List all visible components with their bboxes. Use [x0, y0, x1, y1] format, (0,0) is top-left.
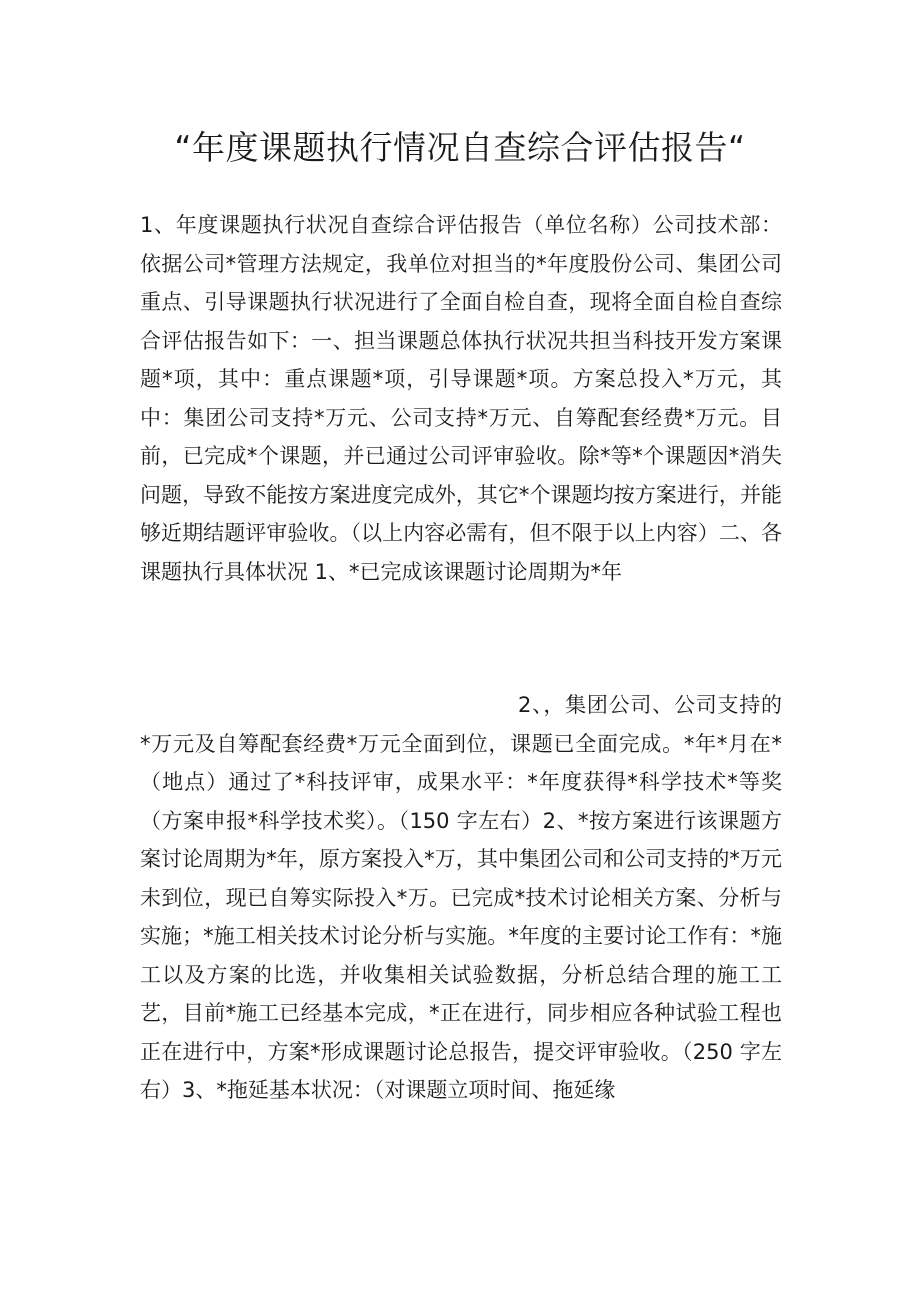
body-paragraph-2: 2、，集团公司、公司支持的*万元及自筹配套经费*万元全面到位，课题已全面完成。*年*月在*（地点）通过了*科技评审，成果水平：*年度获得*科学技术*等奖（方案申报*科学技术奖）。（150 字左右）2、*按方案进行该课题方案讨论周期为*年，原方案投入*万，其中集团公司和公司支持的*万元未到位，现已自筹实际投入*万。已完成*技术讨论相关方案、分析与实施；*施工相关技术讨论分析与实施。*年度的主要讨论工作有：*施工以及方案的比选，并收集相关试验数据，分析总结合理的施工工艺，目前*施工已经基本完成，*正在进行，同步相应各种试验工程也正在进行中，方案*形成课题讨论总报告，提交评审验收。（250 字左右）3、*拖延基本状况：（对课题立项时间、拖延缘 — [140, 693, 782, 1102]
document-title: “年度课题执行情况自查综合评估报告“ — [174, 128, 746, 167]
body-paragraph-1: 1、年度课题执行状况自查综合评估报告（单位名称）公司技术部：依据公司*管理方法规定，我单位对担当的*年度股份公司、集团公司重点、引导课题执行状况进行了全面自检自查，现将全面自检自查综合评估报告如下：一、担当课题总体执行状况共担当科技开发方案课题*项，其中：重点课题*项，引导课题*项。方案总投入*万元，其中：集团公司支持*万元、公司支持*万元、自筹配套经费*万元。目前，已完成*个课题，并已通过公司评审验收。除*等*个课题因*消失问题，导致不能按方案进度完成外，其它*个课题均按方案进行，并能够近期结题评审验收。（以上内容必需有，但不限于以上内容）二、各课题执行具体状况 1、*已完成该课题讨论周期为*年 — [140, 213, 782, 584]
